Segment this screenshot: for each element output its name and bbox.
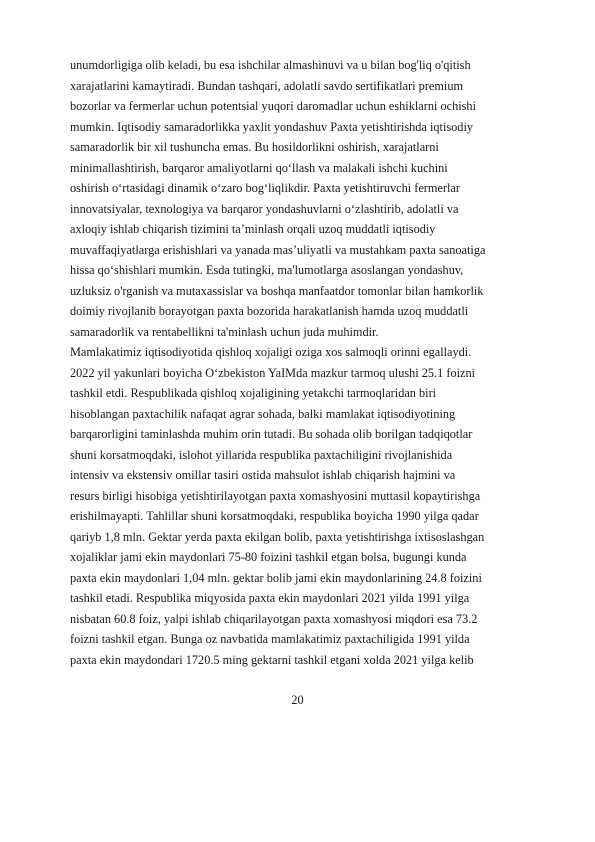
text-line: samaradorlik bir xil tushuncha emas. Bu hosildorlikni oshirish, xarajatlarni [70,140,439,154]
page-number: 20 [291,693,304,707]
text-line: hisoblangan paxtachilik nafaqat agrar sohada, balki mamlakat iqtisodiyotining [70,406,456,421]
text-line: hissa qo‘shishlari mumkin. Esda tutingki, ma'lumotlarga asoslangan yondashuv, [70,263,464,277]
text-line: resurs birligi hisobiga yetishtirilayotgan paxta xomashyosini muttasil kopaytirishga [70,488,481,503]
text-line: Mamlakatimiz iqtisodiyotida qishloq xojaligi oziga xos salmoqli orinni egallaydi. [70,345,472,359]
text-line: xarajatlarini kamaytiradi. Bundan tashqari, adolatli savdo sertifikatlari premium [70,78,464,93]
text-line: minimallashtirish, barqaror amaliyotlarni qo‘llash va malakali ishchi kuchini [70,160,448,175]
text-line: oshirish o‘rtasidagi dinamik o‘zaro bog‘liqlikdir. Paxta yetishtiruvchi fermerlar [70,181,460,195]
text-line: muvaffaqiyatlarga erishishlari va yanada mas’uliyatli va mustahkam paxta sanoatiga [70,242,486,257]
text-line: samaradorlik va rentabellikni ta'minlash uchun juda muhimdir. [70,324,379,339]
text-line: mumkin. Iqtisodiy samaradorlikka yaxlit yondashuv Paxta yetishtirishda iqtisodiy [70,119,474,134]
text-line: xojaliklar jami ekin maydonlari 75-80 foizini tashkil etgan bolsa, bugungi kunda [70,550,467,564]
text-line: tashkil etadi. Respublika miqyosida paxta ekin maydonlari 2021 yilda 1991 yilga [70,591,470,605]
text-line: erishilmayapti. Tahlillar shuni korsatmoqdaki, respublika boyicha 1990 yilga qadar [70,509,479,523]
text-line: qariyb 1,8 mln. Gektar yerda paxta ekilgan bolib, paxta yetishtirishga ixtisoslashgan [70,529,485,544]
text-line: foizni tashkil etgan. Bunga oz navbatida mamlakatimiz paxtachiligida 1991 yilda [70,632,470,646]
text-line: doimiy rivojlanib borayotgan paxta bozorida harakatlanish hamda uzoq muddatli [70,304,469,318]
text-line: nisbatan 60.8 foiz, yalpi ishlab chiqarilayotgan paxta xomashyosi miqdori esa 73.2 [70,611,478,626]
body-text [70,55,595,670]
text-line: tashkil etdi. Respublikada qishloq xojaligining yetakchi tarmoqlaridan biri [70,386,437,400]
text-line: unumdorligiga olib keladi, bu esa ishchilar almashinuvi va u bilan bog'liq o'qitish [70,58,471,72]
text-line: innovatsiyalar, texnologiya va barqaror yondashuvlarni o‘zlashtirib, adolatli va [70,201,459,216]
text-line: paxta ekin maydondari 1720.5 ming gektarni tashkil etgani xolda 2021 yilga kelib [70,652,474,667]
text-line: axloqiy ishlab chiqarish tizimini ta’minlash orqali uzoq muddatli iqtisodiy [70,222,436,236]
text-line: intensiv va ekstensiv omillar tasiri ostida mahsulot ishlab chiqarish hajmini va [70,468,456,482]
text-line: paxta ekin maydonlari 1,04 mln. gektar bolib jami ekin maydonlarining 24.8 foizini [70,570,482,585]
text-line: uzluksiz o'rganish va mutaxassislar va boshqa manfaatdor tomonlar bilan hamkorlik [70,283,484,298]
text-line: barqarorligini taminlashda muhim orin tutadi. Bu sohada olib borilgan tadqiqotlar [70,427,473,441]
text-line: bozorlar va fermerlar uchun potentsial yuqori daromadlar uchun eshiklarni ochishi [70,99,477,113]
text-line: 2022 yil yakunlari boyicha O‘zbekiston YaIMda mazkur tarmoq ulushi 25.1 foizni [70,365,476,380]
text-line: shuni korsatmoqdaki, islohot yillarida respublika paxtachiligini rivojlanishida [70,447,453,462]
